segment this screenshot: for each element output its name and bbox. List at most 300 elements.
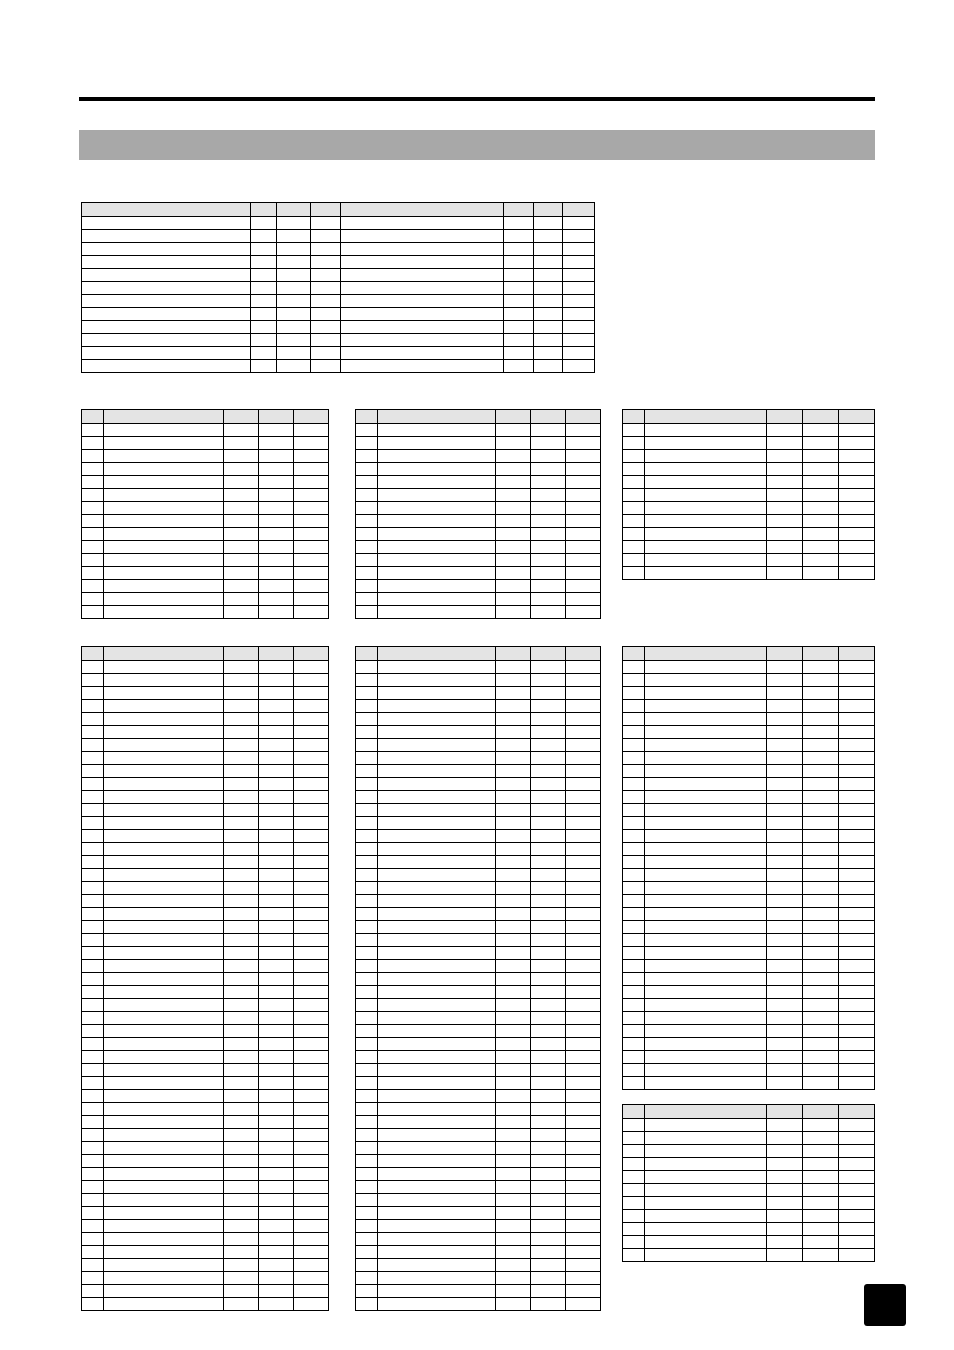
table-cell (82, 230, 251, 243)
table-cell (645, 1171, 767, 1184)
table-cell (839, 515, 875, 528)
table-cell (496, 1207, 531, 1220)
col-header (504, 203, 534, 217)
table-cell (767, 1249, 803, 1262)
table-cell (839, 1223, 875, 1236)
table-cell (82, 554, 104, 567)
table-row (82, 295, 595, 308)
table-cell (531, 882, 566, 895)
table-cell (496, 661, 531, 674)
table-cell (104, 1220, 224, 1233)
table-cell (250, 217, 276, 230)
table-cell (566, 1285, 601, 1298)
table-cell (82, 1064, 104, 1077)
table-row (82, 580, 329, 593)
table-cell (767, 791, 803, 804)
table-cell (563, 295, 595, 308)
table-cell (496, 843, 531, 856)
table-row (623, 921, 875, 934)
table-row (82, 1259, 329, 1272)
table-cell (803, 960, 839, 973)
col-header (224, 410, 259, 424)
table-cell (839, 1249, 875, 1262)
table-cell (104, 515, 224, 528)
table-cell (82, 973, 104, 986)
table-row (623, 973, 875, 986)
table-cell (839, 1171, 875, 1184)
table-cell (767, 1051, 803, 1064)
table-cell (356, 593, 378, 606)
table-cell (356, 1077, 378, 1090)
table-cell (533, 269, 563, 282)
table-cell (496, 476, 531, 489)
table-cell (645, 882, 767, 895)
table-cell (294, 1181, 329, 1194)
table-cell (356, 895, 378, 908)
table-cell (294, 1142, 329, 1155)
table-cell (340, 256, 504, 269)
table-body (623, 661, 875, 1090)
table-cell (623, 830, 645, 843)
table-cell (378, 1025, 496, 1038)
table-cell (224, 515, 259, 528)
table-cell (356, 947, 378, 960)
table-cell (224, 973, 259, 986)
table-cell (104, 1051, 224, 1064)
table-cell (277, 295, 311, 308)
table-cell (767, 476, 803, 489)
table-cell (839, 817, 875, 830)
table-cell (566, 1155, 601, 1168)
table-cell (259, 921, 294, 934)
table-cell (767, 674, 803, 687)
table-row (356, 895, 601, 908)
table-cell (839, 895, 875, 908)
table-row (82, 1233, 329, 1246)
table-cell (623, 726, 645, 739)
table-cell (224, 999, 259, 1012)
table-cell (645, 661, 767, 674)
table-cell (767, 830, 803, 843)
table-cell (767, 1210, 803, 1223)
table-row (82, 243, 595, 256)
table-cell (839, 502, 875, 515)
table-cell (533, 347, 563, 360)
table-cell (224, 1207, 259, 1220)
table-cell (504, 243, 534, 256)
table-cell (82, 1233, 104, 1246)
table-row (356, 1116, 601, 1129)
table-cell (767, 463, 803, 476)
table-cell (839, 960, 875, 973)
table-cell (378, 593, 496, 606)
table-cell (104, 1090, 224, 1103)
table-cell (839, 973, 875, 986)
table-cell (623, 817, 645, 830)
table-cell (82, 334, 251, 347)
table-cell (224, 947, 259, 960)
table-cell (340, 360, 504, 373)
table-cell (82, 217, 251, 230)
table-cell (767, 450, 803, 463)
table-row (82, 960, 329, 973)
table-cell (803, 765, 839, 778)
table-cell (104, 1285, 224, 1298)
table-cell (378, 986, 496, 999)
table-cell (496, 778, 531, 791)
table-cell (104, 869, 224, 882)
table-cell (378, 1272, 496, 1285)
table-cell (566, 1233, 601, 1246)
table-cell (356, 830, 378, 843)
table-cell (224, 726, 259, 739)
table-cell (645, 1184, 767, 1197)
table-cell (623, 1171, 645, 1184)
table-cell (104, 1181, 224, 1194)
table-row (82, 1103, 329, 1116)
table-cell (224, 489, 259, 502)
table-cell (378, 1168, 496, 1181)
table-cell (311, 334, 341, 347)
table-cell (356, 739, 378, 752)
table-cell (82, 1129, 104, 1142)
table-cell (645, 830, 767, 843)
table-cell (504, 269, 534, 282)
table-row (82, 1025, 329, 1038)
table-cell (224, 1103, 259, 1116)
table-cell (566, 752, 601, 765)
table-cell (531, 739, 566, 752)
table-cell (104, 1103, 224, 1116)
table-cell (294, 593, 329, 606)
section-title-band (79, 130, 875, 160)
table-cell (259, 869, 294, 882)
table-cell (496, 700, 531, 713)
table-cell (104, 752, 224, 765)
table-cell (259, 843, 294, 856)
table-cell (259, 999, 294, 1012)
table-cell (82, 921, 104, 934)
table-cell (531, 1090, 566, 1103)
table-cell (803, 554, 839, 567)
table-cell (259, 606, 294, 619)
table-cell (504, 321, 534, 334)
table-cell (259, 1207, 294, 1220)
table-cell (82, 765, 104, 778)
table-cell (340, 243, 504, 256)
table-row (82, 791, 329, 804)
table-row (356, 661, 601, 674)
table-cell (224, 463, 259, 476)
table-cell (378, 895, 496, 908)
table-row (623, 765, 875, 778)
table-cell (803, 1223, 839, 1236)
table-cell (82, 295, 251, 308)
table-cell (259, 830, 294, 843)
table-row (356, 580, 601, 593)
table-cell (839, 463, 875, 476)
table-cell (378, 1220, 496, 1233)
table-cell (504, 334, 534, 347)
table-row (623, 1064, 875, 1077)
table-mid-right (622, 409, 875, 580)
table-cell (566, 1272, 601, 1285)
table-cell (311, 360, 341, 373)
table-cell (104, 1038, 224, 1051)
table-cell (803, 700, 839, 713)
table-cell (82, 1259, 104, 1272)
table-row (356, 1142, 601, 1155)
table-cell (803, 437, 839, 450)
table-cell (496, 1298, 531, 1311)
table-cell (82, 947, 104, 960)
table-cell (803, 843, 839, 856)
table-top-dual (81, 202, 595, 373)
table-cell (356, 567, 378, 580)
table-cell (250, 321, 276, 334)
table-cell (496, 489, 531, 502)
table-cell (356, 580, 378, 593)
table-cell (82, 1246, 104, 1259)
table-cell (645, 489, 767, 502)
table-row (356, 960, 601, 973)
table-cell (378, 713, 496, 726)
table-cell (294, 580, 329, 593)
table-cell (566, 921, 601, 934)
table-cell (277, 256, 311, 269)
table-cell (767, 1132, 803, 1145)
table-cell (259, 674, 294, 687)
table-cell (803, 463, 839, 476)
table-cell (378, 567, 496, 580)
table-cell (224, 437, 259, 450)
table-cell (104, 1012, 224, 1025)
table-cell (645, 437, 767, 450)
table-row (623, 804, 875, 817)
table-cell (356, 1116, 378, 1129)
table-cell (566, 960, 601, 973)
table-row (356, 528, 601, 541)
table-cell (224, 1181, 259, 1194)
col-header (340, 203, 504, 217)
table-cell (767, 778, 803, 791)
table-cell (531, 593, 566, 606)
table-cell (496, 1116, 531, 1129)
table-cell (803, 661, 839, 674)
table-cell (645, 554, 767, 567)
table-row (356, 541, 601, 554)
table-cell (356, 1038, 378, 1051)
table-cell (294, 856, 329, 869)
table-cell (356, 856, 378, 869)
table-cell (259, 1129, 294, 1142)
table-cell (378, 1038, 496, 1051)
table-cell (259, 973, 294, 986)
table-cell (645, 700, 767, 713)
table-row (82, 360, 595, 373)
table-cell (623, 437, 645, 450)
table-cell (566, 791, 601, 804)
table-cell (294, 739, 329, 752)
table-cell (496, 1285, 531, 1298)
table-cell (259, 752, 294, 765)
table-cell (767, 804, 803, 817)
table-cell (294, 921, 329, 934)
table-row (623, 567, 875, 580)
table-cell (294, 1012, 329, 1025)
table-cell (356, 1103, 378, 1116)
table-cell (623, 1197, 645, 1210)
table-cell (531, 1194, 566, 1207)
table-cell (82, 360, 251, 373)
table-cell (767, 934, 803, 947)
table-cell (224, 960, 259, 973)
table-cell (531, 752, 566, 765)
table-cell (623, 843, 645, 856)
table-cell (496, 1259, 531, 1272)
table-cell (767, 1158, 803, 1171)
table-cell (294, 973, 329, 986)
table-cell (224, 791, 259, 804)
table-row (623, 817, 875, 830)
table-cell (839, 554, 875, 567)
table-cell (531, 791, 566, 804)
table-cell (294, 476, 329, 489)
table-row (82, 1077, 329, 1090)
table-cell (566, 1220, 601, 1233)
table-cell (531, 1012, 566, 1025)
table-cell (224, 843, 259, 856)
table-cell (356, 817, 378, 830)
table-cell (356, 424, 378, 437)
table-cell (623, 778, 645, 791)
table-cell (82, 1220, 104, 1233)
table-mid-center (355, 409, 601, 619)
table-row (356, 554, 601, 567)
table-cell (82, 476, 104, 489)
table-cell (839, 921, 875, 934)
table-cell (767, 765, 803, 778)
table-row (623, 895, 875, 908)
table-row (82, 593, 329, 606)
table-cell (104, 606, 224, 619)
table-cell (566, 817, 601, 830)
table-cell (623, 1249, 645, 1262)
table-cell (531, 541, 566, 554)
table-cell (496, 1129, 531, 1142)
col-header (82, 647, 104, 661)
table-cell (224, 986, 259, 999)
table-cell (839, 1210, 875, 1223)
table-cell (566, 882, 601, 895)
table-cell (224, 424, 259, 437)
table-cell (566, 502, 601, 515)
table-cell (82, 606, 104, 619)
table-row (623, 1012, 875, 1025)
table-cell (839, 999, 875, 1012)
table-cell (356, 1012, 378, 1025)
table-row (82, 921, 329, 934)
table-cell (504, 256, 534, 269)
table-cell (340, 308, 504, 321)
table-cell (294, 960, 329, 973)
table-cell (378, 752, 496, 765)
table-cell (82, 804, 104, 817)
table-row (82, 752, 329, 765)
table-row (82, 334, 595, 347)
table-cell (82, 1285, 104, 1298)
table-cell (504, 347, 534, 360)
table-cell (224, 908, 259, 921)
table-row (623, 528, 875, 541)
table-cell (356, 1233, 378, 1246)
table-cell (645, 726, 767, 739)
table-row (623, 713, 875, 726)
table-cell (82, 450, 104, 463)
table-row (356, 437, 601, 450)
table-cell (767, 1077, 803, 1090)
table-cell (645, 450, 767, 463)
table-cell (803, 1171, 839, 1184)
table-cell (224, 869, 259, 882)
table-cell (566, 593, 601, 606)
table-cell (356, 515, 378, 528)
col-header (803, 647, 839, 661)
table-cell (277, 282, 311, 295)
table-cell (566, 606, 601, 619)
table-cell (224, 1129, 259, 1142)
table-cell (839, 1025, 875, 1038)
table-cell (294, 804, 329, 817)
table-cell (623, 502, 645, 515)
table-row (82, 606, 329, 619)
table-row (82, 515, 329, 528)
table-row (82, 674, 329, 687)
table-cell (294, 1285, 329, 1298)
table-cell (294, 765, 329, 778)
table-cell (496, 1077, 531, 1090)
table-cell (767, 1236, 803, 1249)
table-mid-left (81, 409, 329, 619)
table-cell (496, 856, 531, 869)
table-row (82, 1168, 329, 1181)
table-cell (803, 908, 839, 921)
table-cell (803, 973, 839, 986)
table-cell (104, 489, 224, 502)
table-cell (356, 1207, 378, 1220)
table-cell (259, 986, 294, 999)
table-cell (645, 463, 767, 476)
table-row (356, 1207, 601, 1220)
table-cell (82, 1077, 104, 1090)
table-cell (803, 713, 839, 726)
table-cell (259, 765, 294, 778)
table-cell (224, 528, 259, 541)
table-cell (104, 895, 224, 908)
table-cell (378, 739, 496, 752)
table-cell (356, 934, 378, 947)
table-cell (104, 986, 224, 999)
table-cell (839, 567, 875, 580)
table-cell (566, 1181, 601, 1194)
table-cell (378, 1012, 496, 1025)
table-cell (496, 830, 531, 843)
table-cell (82, 700, 104, 713)
table-cell (803, 476, 839, 489)
table-cell (623, 541, 645, 554)
table-row (356, 1285, 601, 1298)
table-cell (224, 739, 259, 752)
